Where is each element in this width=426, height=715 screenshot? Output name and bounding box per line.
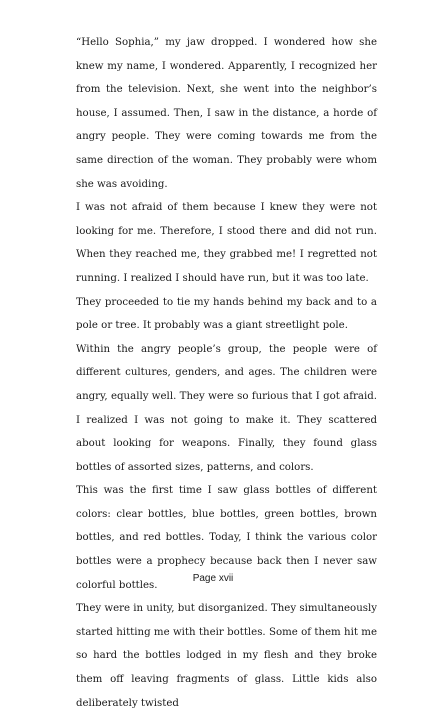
paragraph: Within the angry people’s group, the people were of different cultures, genders, and ages. The children were angry, equally well. They were so furious that I got afraid. I realized I was not going to make it. They scattered about looking for weapons. Finally, they found glass bottles of assorted sizes, patterns, and colors. <box>76 343 377 473</box>
paragraph: “Hello Sophia,” my jaw dropped. I wondered how she knew my name, I wondered. Apparently, I recognized her from the television. Next, she went into the neighbor’s house, I assumed. Then, I saw in the distance, a horde of angry people. They were coming towards me from the same direction of the woman. They probably were whom she was avoiding. <box>76 37 377 190</box>
paragraph: This was the first time I saw glass bottles of different colors: clear bottles, blue bottles, green bottles, brown bottles, and red bottles. Today, I think the various color bottles were a prophecy because back then I never saw colorful bottles. <box>76 485 377 591</box>
paragraph: They proceeded to tie my hands behind my back and to a pole or tree. It probably was a giant streetlight pole. <box>76 296 377 332</box>
page-number: Page xvii <box>192 573 234 584</box>
paragraph: They were in unity, but disorganized. They simultaneously started hitting me with their bottles. Some of them hit me so hard the bottles lodged in my flesh and they broke them off leaving fragments of glass. Little kids also deliberately twisted <box>76 603 377 709</box>
paragraph: I was not afraid of them because I knew they were not looking for me. Therefore, I stood there and did not run. When they reached me, they grabbed me! I regretted not running. I realized I should have run, but it was too late. <box>76 202 377 284</box>
body-text <box>76 31 377 715</box>
